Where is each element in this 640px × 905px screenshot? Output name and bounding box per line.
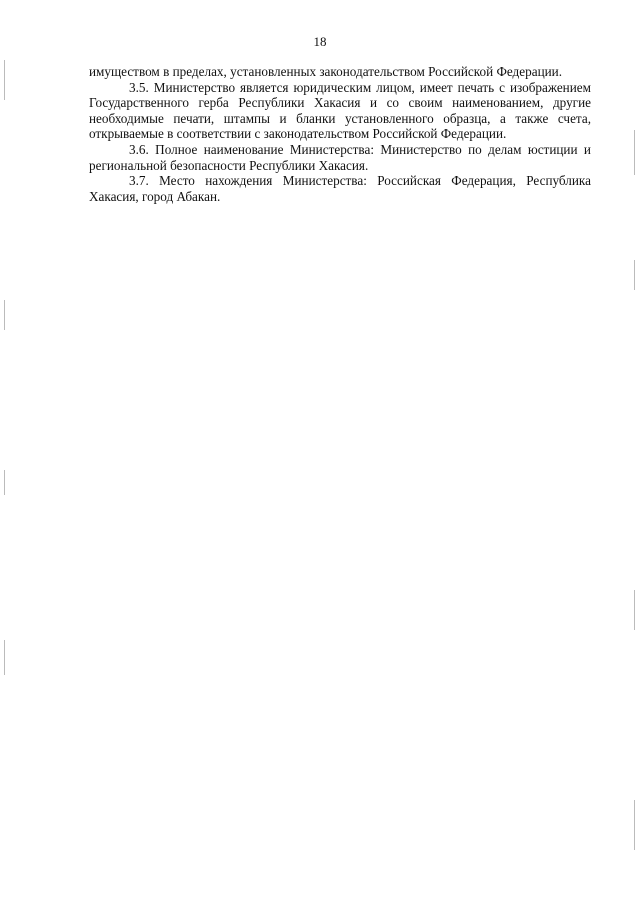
document-body xyxy=(89,64,591,204)
scan-edge-left xyxy=(4,0,6,905)
paragraph-3-7: 3.7. Место нахождения Министерства: Российская Федерация, Республика Хакасия, город Абакан. xyxy=(89,173,591,204)
scan-edge-right xyxy=(634,0,636,905)
page-number: 18 xyxy=(313,34,327,49)
paragraph-3-6: 3.6. Полное наименование Министерства: Министерство по делам юстиции и региональной безопасности Республики Хакасия. xyxy=(89,141,591,173)
paragraph-continuation: имуществом в пределах, установленных законодательством Российской Федерации. xyxy=(89,64,563,79)
paragraph-3-5: 3.5. Министерство является юридическим лицом, имеет печать с изображением Государственного герба Республики Хакасия и со своим наименованием, другие необходимые печати, штампы и бланки установленного образца, а также счета, открываемые в соответствии с законодательством Российской Федерации. xyxy=(89,79,591,142)
